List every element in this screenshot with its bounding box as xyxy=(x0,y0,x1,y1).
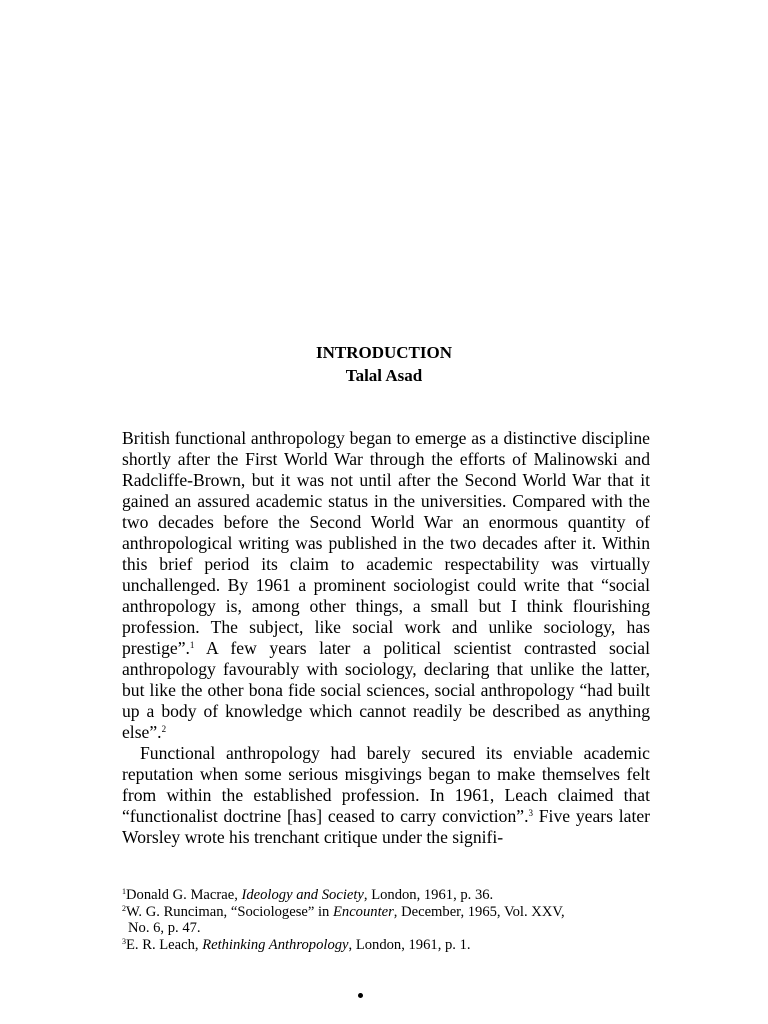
footnote-2 xyxy=(122,904,652,921)
footnote-title: Encounter xyxy=(332,903,394,920)
author-name: Talal Asad xyxy=(345,366,423,385)
footnote-text: Donald G. Macrae, xyxy=(126,887,242,903)
footnote-text: , London, 1961, p. 36. xyxy=(363,887,494,903)
footnotes xyxy=(122,887,652,953)
paragraph-2-text-a: Functional anthropology had barely secured its enviable academic reputation when some serious misgivings began to make themselves felt from within the established profession. In 1961, Leach claimed that “functionalist doctrine [has] ceased to carry conviction”. xyxy=(122,743,650,826)
body-text xyxy=(122,428,650,848)
footnote-3 xyxy=(122,937,652,954)
footnote-text: , London, 1961, p. 1. xyxy=(348,936,471,953)
footnote-number: 1 xyxy=(122,887,126,896)
footnote-ref-2: 2 xyxy=(161,724,167,734)
footnote-text: No. 6, p. 47. xyxy=(128,920,201,936)
paragraph-1 xyxy=(122,428,650,743)
page-bullet-mark xyxy=(358,993,363,998)
footnote-ref-1: 1 xyxy=(189,640,195,650)
footnote-number: 3 xyxy=(122,936,126,946)
chapter-title: INTRODUCTION xyxy=(315,343,453,362)
footnote-title: Ideology and Society xyxy=(241,887,364,903)
footnote-number: 2 xyxy=(122,903,126,913)
footnote-1 xyxy=(122,887,652,904)
footnote-text: W. G. Runciman, “Sociologese” in xyxy=(126,903,333,920)
footnote-text: , December, 1965, Vol. XXV, xyxy=(393,903,565,920)
paragraph-1-text-a: British functional anthropology began to emerge as a distinctive discipline shortly after the First World War through the efforts of Malinowski and Radcliffe-Brown, but it was not until after the Second World War that it gained an assured academic status in the universities. Compared with the two decades before the Second World War an enormous quantity of anthropological writing was published in the two decades after it. Within this brief period its claim to academic respectability was virtually unchallenged. By 1961 a prominent sociologist could write that “social anthropology is, among other things, a small but I think flourishing profession. The subject, like social work and unlike sociology, has prestige”. xyxy=(122,428,650,658)
footnote-title: Rethinking Anthropology xyxy=(202,936,349,953)
footnote-ref-3: 3 xyxy=(528,808,533,818)
paragraph-1-text-b: A few years later a political scientist contrasted social anthropology favourably with sociology, declaring that unlike the latter, but like the other bona fide social sciences, social anthropology “had built up a body of knowledge which cannot readily be described as anything else”. xyxy=(122,638,650,742)
footnote-text: E. R. Leach, xyxy=(126,936,203,953)
footnote-2-continued xyxy=(122,920,652,937)
paragraph-2 xyxy=(122,743,650,848)
paragraph-2-text-b: Five years later Worsley wrote his trenchant critique under the signifi- xyxy=(122,806,650,847)
